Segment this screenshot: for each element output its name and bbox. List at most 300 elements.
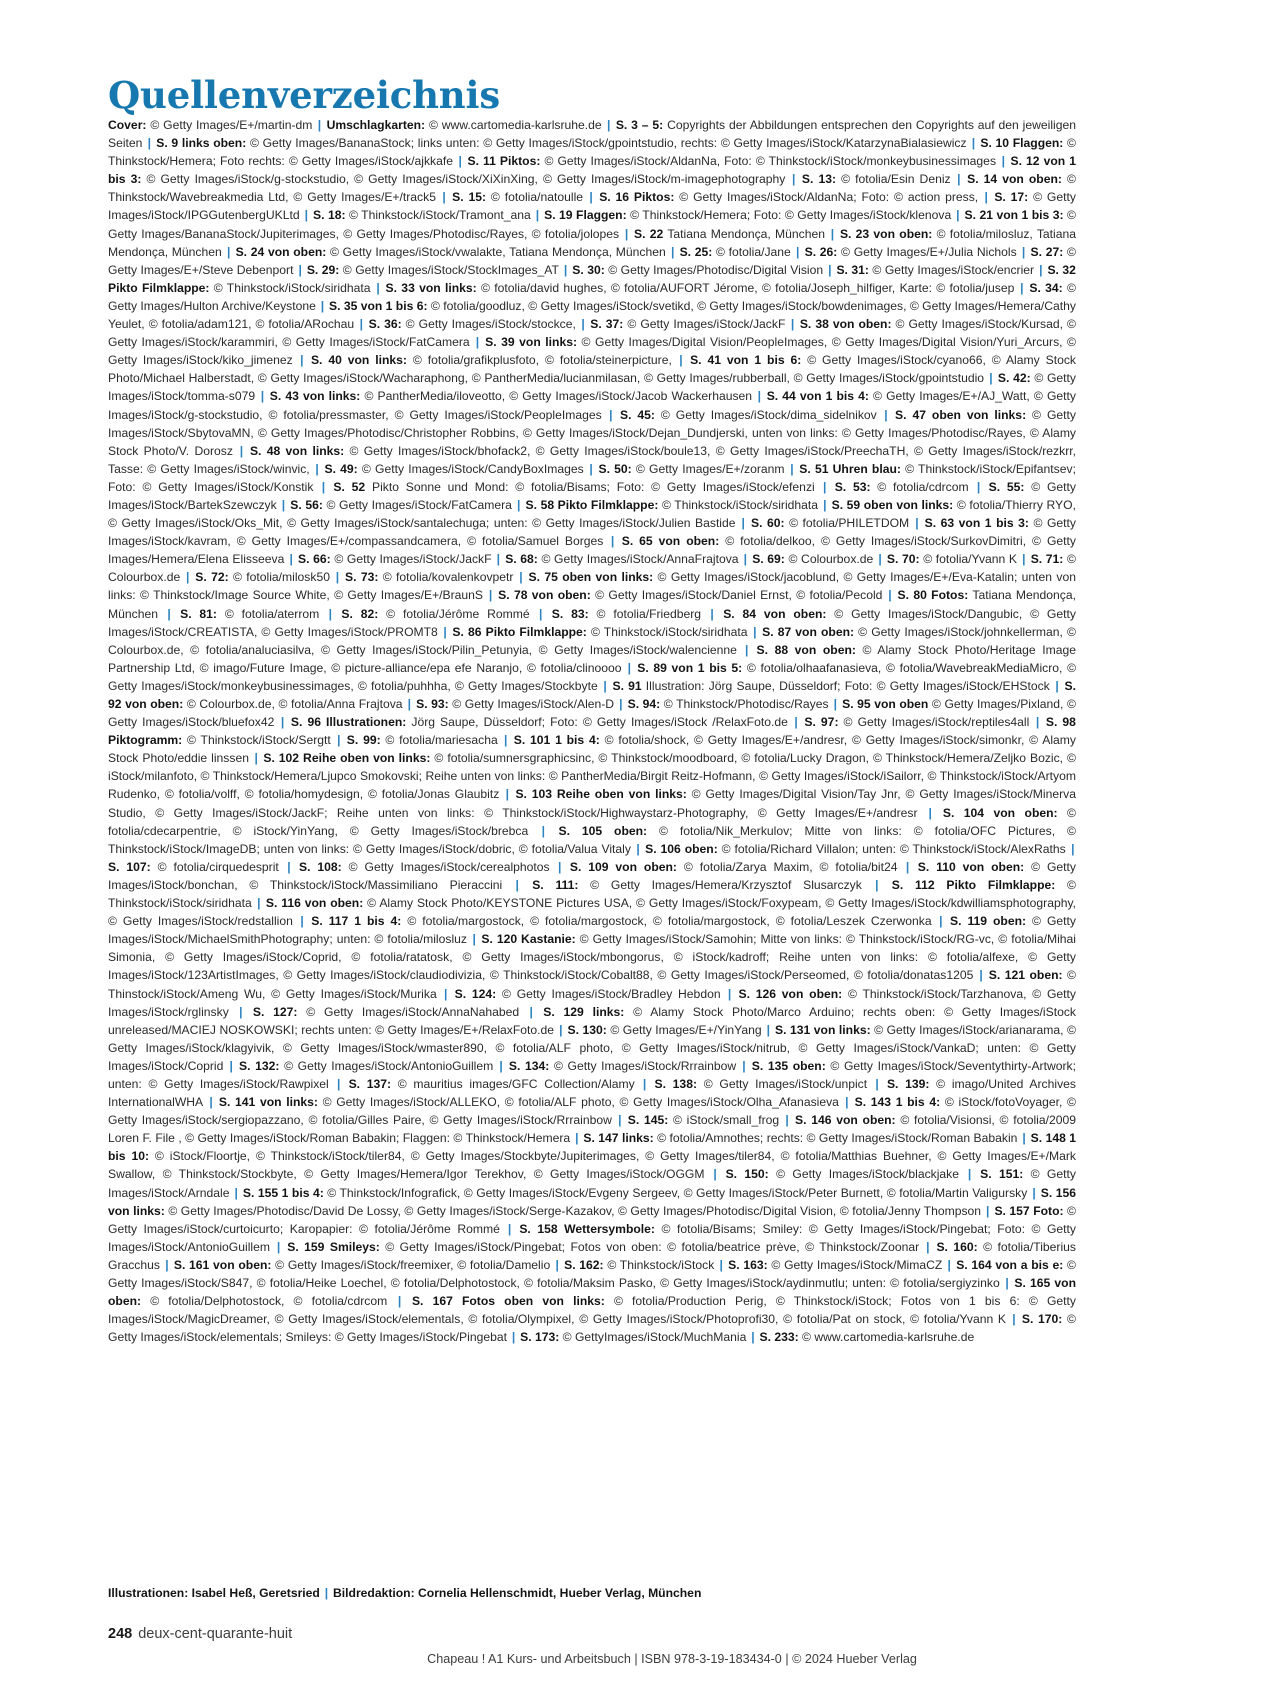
credit-text: © fotolia/Esin Deniz — [836, 172, 951, 187]
credit-text: © Thinkstock/Hemera; Foto rechts: © Getty Images/iStock/ajkkafe — [108, 136, 1076, 169]
credit-text: © www.cartomedia-karlsruhe.de — [798, 1330, 975, 1345]
credit-separator: | — [722, 986, 738, 1001]
credit-label: S. 70: — [886, 552, 920, 567]
credit-label: S. 9 links oben: — [156, 136, 247, 151]
credit-separator: | — [620, 226, 633, 241]
credit-separator: | — [599, 678, 611, 693]
credit-label: S. 101 1 bis 4: — [513, 733, 600, 748]
credit-separator: | — [529, 823, 557, 838]
credit-label: S. 72: — [195, 570, 229, 585]
credit-separator: | — [508, 1330, 519, 1345]
credit-text: © fotolia/goodluz, © Getty Images/iStock/svetikd, © Getty Images/iStock/bowdenimages, © Getty Images/Hemera/Cathy Yeulet, © fotolia/adam121, © fotolia/ARochau — [108, 298, 1076, 332]
credit-separator: | — [454, 154, 466, 169]
credit-label: S. 34: — [1029, 280, 1063, 295]
credit-text: © fotolia/olhaafanasieva, © fotolia/WavebreakMediaMicro, © Getty Images/iStock/monkeybusinessimages, © fotolia/puhhha, © Getty Images/Stockbyte — [108, 660, 1077, 693]
credit-label: S. 99: — [346, 733, 381, 748]
credit-separator: | — [749, 624, 761, 639]
credit-text: © Getty Images/iStock/curtoicurto; Karopapier: © fotolia/Jérôme Rommé — [108, 1203, 1076, 1236]
credit-text: © Getty Images/iStock/Daniel Ernst, © fotolia/Pecold — [590, 588, 883, 603]
credit-label: S. 167 Fotos oben von links: — [411, 1294, 605, 1309]
credit-separator: | — [294, 353, 310, 368]
credit-text: © Getty Images/BananaStock/Jupiterimages, © Getty Images/Photodisc/Rayes, © fotolia/jolopes — [108, 208, 1076, 241]
credit-text: © Thinkstock/Photodisc/Rayes — [660, 697, 829, 711]
credit-text: © iStock/Floortje, © Thinkstock/iStock/tiler84, © Getty Images/Stockbyte/Jupiterimages, © Getty Images/tiler84, © fotolia/Matthias Buehner, © Getty Images/E+/Mark Swallow, © Thinkstock/Stockbyte, © Getty Images/Hemera/Igor Terekhov, © Getty Images/iStock/OGGM — [108, 1149, 1076, 1182]
credit-text: © fotolia/kovalenkovpetr — [378, 570, 514, 585]
credit-separator: | — [571, 1131, 582, 1146]
credit-separator: | — [740, 552, 751, 567]
credit-separator: | — [615, 697, 627, 711]
credit-label: S. 32 Pikto Filmklappe: — [108, 262, 1076, 295]
bildredaktion-credit: Bildredaktion: Cornelia Hellenschmidt, Hueber Verlag, München — [333, 1586, 702, 1600]
credit-separator: | — [143, 136, 155, 151]
credit-separator: | — [355, 317, 368, 332]
credit-separator: | — [874, 552, 886, 567]
credit-separator: | — [985, 371, 997, 386]
credit-label: S. 124: — [454, 986, 497, 1001]
credit-label: S. 93: — [416, 697, 449, 711]
credit-label: S. 104 von oben: — [942, 805, 1058, 820]
credit-label: S. 131 von links: — [775, 1022, 871, 1037]
credit-text: © Getty Images/E+/martin-dm — [146, 118, 313, 132]
credit-text: © Getty Images/iStock/cerealphotos — [341, 859, 550, 874]
credit-separator: | — [317, 298, 328, 313]
credit-text: © fotolia/Amnothes; rechts: © Getty Images/iStock/Roman Babakin — [653, 1131, 1018, 1146]
credit-separator: | — [1018, 552, 1030, 567]
credit-label: S. 36: — [368, 317, 402, 332]
credit-text: © Thinkstock/iStock/siridhata — [209, 280, 371, 295]
credit-separator: | — [520, 1004, 542, 1019]
credit-label: S. 89 von 1 bis 5: — [637, 660, 743, 675]
credit-separator: | — [968, 136, 979, 151]
credit-label: S. 95 von oben — [842, 697, 929, 711]
credit-separator: | — [738, 642, 756, 657]
credit-text: © Getty Images/iStock/Arndale — [108, 1167, 1076, 1200]
credit-text: © Getty Images/iStock/CandyBoxImages — [357, 461, 584, 476]
credit-text: © Getty Images/iStock/jacoblund, © Getty Images/E+/Eva-Katalin; unten von links: © Thinkstock/Image Source White, © Getty Images/E+/BraunS — [108, 570, 1076, 603]
credit-label: S. 164 von a bis e: — [956, 1257, 1064, 1272]
credit-separator: | — [753, 389, 766, 404]
credit-text: © Getty Images/Hemera/Krzysztof Slusarczyk — [578, 877, 862, 892]
credit-label: S. 105 oben: — [558, 823, 648, 838]
credit-label: S. 68: — [505, 552, 538, 567]
credit-separator: | — [737, 1058, 751, 1073]
credit-text: © iStock/small_frog — [668, 1113, 780, 1128]
credit-separator: | — [830, 697, 841, 711]
credit-label: S. 92 von oben: — [108, 678, 1076, 711]
credit-text: © Alamy Stock Photo/KEYSTONE Pictures USA, © Getty Images/iStock/Foxypeam, © Getty Images/iStock/kdwilliamsphotography, © Getty Images/iStock/redstallion — [108, 896, 1076, 929]
credit-text: © fotolia/Production Perig, © Thinkstock/iStock; Fotos von 1 bis 6: © Getty Images/iStock/MagicDreamer, © Getty Images/iStock/elementals, © fotolia/Olympixel, © Getty Images/iStock/Photoprofi30, © fotolia/Pat on stock, © fotolia/Yvann K — [108, 1294, 1077, 1327]
credit-separator: | — [159, 606, 179, 621]
credit-separator: | — [920, 1239, 935, 1254]
credit-text: © Thinkstock/iStock/Sergtt — [182, 733, 331, 748]
credit-label: S. 33 von links: — [385, 280, 477, 295]
credit-label: S. 55: — [988, 479, 1025, 494]
credit-separator: | — [501, 1221, 518, 1236]
credit-label: S. 47 oben von links: — [895, 407, 1027, 422]
credit-text: © Getty Images/iStock/unpict — [697, 1076, 868, 1091]
credit-separator: | — [585, 461, 597, 476]
credit-label: S. 112 Pikto Filmklappe: — [891, 877, 1056, 892]
credit-text: © fotolia/Visionsi, © fotolia/2009 Loren F. File , © Getty Images/iStock/Roman Babakin; Flaggen: © Thinkstock/Hemera — [108, 1113, 1076, 1146]
credit-separator: | — [667, 244, 679, 259]
credit-separator: | — [181, 570, 194, 585]
credit-label: S. 91 — [612, 678, 642, 693]
credit-text: © Thinkstock/Infografick, © Getty Images/iStock/Evgeny Sergeev, © Getty Images/iStock/Peter Burnett, © fotolia/Martin Valigursky — [323, 1185, 1028, 1200]
credit-label: S. 141 von links: — [218, 1095, 318, 1110]
credit-separator: | — [388, 1294, 411, 1309]
credit-label: S. 165 von oben: — [108, 1276, 1076, 1309]
credit-label: S. 30: — [572, 262, 605, 277]
credit-text: © fotolia/Tiberius Gracchus — [108, 1239, 1076, 1272]
credit-label: S. 108: — [299, 859, 342, 874]
credit-label: S. 45: — [619, 407, 655, 422]
credit-label: S. 120 Kastanie: — [481, 932, 576, 947]
credit-separator: | — [256, 389, 269, 404]
credit-label: S. 71: — [1030, 552, 1064, 567]
credit-label: S. 96 Illustrationen: — [290, 715, 407, 730]
credit-label: S. 23 von oben: — [839, 226, 933, 241]
credit-text: © fotolia/Jane — [712, 244, 791, 259]
credit-label: S. 127: — [252, 1004, 298, 1019]
credit-separator: | — [253, 896, 265, 911]
credit-separator: | — [560, 262, 571, 277]
credit-text: © Getty Images/iStock/Seventythirty-Artwork; unten: © Getty Images/iStock/Rawpixel — [108, 1058, 1076, 1091]
credit-label: S. 102 Reihe oben von links: — [263, 751, 431, 766]
credit-text: © Colourbox.de — [784, 552, 874, 567]
credit-label: S. 143 1 bis 4: — [854, 1095, 941, 1110]
credit-text: © Getty Images/iStock/freemixer, © fotolia/Damelio — [271, 1257, 551, 1272]
credit-separator: | — [584, 190, 598, 205]
credit-text: © Getty Images/iStock/tomma-s079 — [108, 371, 1076, 404]
credit-text: © fotolia/milosk50 — [228, 570, 330, 585]
credit-separator: | — [301, 208, 312, 223]
credit-text: © Getty Images/iStock/dima_sidelnikov — [654, 407, 877, 422]
credit-label: S. 82: — [341, 606, 379, 621]
credit-text: © fotolia/Nik_Merkulov; Mitte von links: © fotolia/OFC Pictures, © Thinkstock/iStock/ImageDB; unten von links: © Getty Images/iStock/dobric, © fotolia/Valua Vitaly — [108, 823, 1076, 856]
credit-text: © fotolia/cdecarpentrie, © iStock/YinYang, © Getty Images/iStock/brebca — [108, 805, 1076, 838]
credit-label: S. 83: — [551, 606, 589, 621]
credit-label: S. 51 Uhren blau: — [799, 461, 901, 476]
credit-label: S. 135 oben: — [751, 1058, 826, 1073]
credit-separator: | — [223, 244, 235, 259]
credit-text: © Getty Images/iStock/bhofack2, © Getty Images/iStock/boule13, © Getty Images/iStock/PreechaTH, © Getty Images/iStock/rezkrr, Tasse: © Getty Images/iStock/winvic, — [108, 443, 1076, 476]
credit-text: Illustration: Jörg Saupe, Düsseldorf; Foto: © Getty Images/iStock/EHStock — [641, 678, 1050, 693]
credit-label: S. 158 Wettersymbole: — [519, 1221, 655, 1236]
credit-label: S. 75 oben von links: — [528, 570, 654, 585]
credit-label: S. 60: — [750, 516, 785, 531]
credit-label: S. 160: — [936, 1239, 978, 1254]
credit-label: S. 56: — [290, 497, 323, 512]
credit-separator: | — [500, 787, 514, 802]
credit-text: Tatiana Mendonça, München — [108, 588, 1076, 621]
credit-separator: | — [604, 534, 621, 549]
credit-separator: | — [514, 570, 528, 585]
credit-label: S. 39 von links: — [485, 335, 577, 350]
credit-text: © fotolia/margostock, © fotolia/margostock, © fotolia/margostock, © fotolia/Leszek Czerwonka — [401, 914, 932, 929]
credit-separator: | — [763, 1022, 774, 1037]
credit-label: S. 31: — [836, 262, 869, 277]
credit-label: S. 170: — [1021, 1312, 1063, 1327]
credit-text: © Getty Images/iStock/g-stockstudio, © Getty Images/iStock/XiXinXing, © Getty Images/iStock/m-imagephotography — [141, 172, 786, 187]
credit-text: © fotolia/Friedberg — [588, 606, 702, 621]
credit-label: S. 233: — [759, 1330, 799, 1345]
credit-text: © imago/United Archives InternationalWHA — [108, 1076, 1076, 1110]
credit-separator: | — [503, 877, 531, 892]
credit-label: S. 38 von oben: — [799, 317, 892, 332]
credit-label: S. 52 — [333, 479, 366, 494]
credit-label: S. 17: — [994, 190, 1029, 205]
credit-text: © Getty Images/iStock/kavram, © Getty Images/E+/compassandcamera, © fotolia/Samuel Borges — [108, 516, 1076, 549]
credit-separator: | — [826, 226, 839, 241]
credit-text: © www.cartomedia-karlsruhe.de — [425, 118, 602, 132]
credit-separator: | — [230, 1004, 252, 1019]
credit-label: Umschlagkarten: — [326, 118, 426, 132]
credit-text: © fotolia/delkoo, © Getty Images/iStock/SurkovDimitri, © Getty Images/Hemera/Elena Elisseeva — [108, 534, 1076, 567]
credit-separator: | — [280, 859, 298, 874]
credit-separator: | — [1051, 678, 1063, 693]
credit-text: © fotolia/Richard Villalon; unten: © Thinkstock/iStock/AlexRaths — [717, 841, 1066, 856]
credit-label: S. 49: — [324, 461, 358, 476]
credit-label: S. 15: — [452, 190, 487, 205]
credit-separator: | — [786, 317, 799, 332]
credit-label: S. 65 von oben: — [621, 534, 720, 549]
credit-label: S. 37: — [590, 317, 624, 332]
credit-text: © Getty Images/Digital Vision/Tay Jnr, © Getty Images/iStock/Minerva Studio, © Getty Images/iStock/JackF; Reihe unten von links: © Thinkstock/iStock/Highwaystarz-Photography, © Getty Images/E+/andresr — [108, 787, 1076, 820]
page-number: 248 — [108, 1626, 133, 1642]
credit-separator: | — [673, 353, 689, 368]
credit-label: S. 159 Smileys: — [287, 1239, 380, 1254]
credit-label: S. 157 Foto: — [994, 1203, 1064, 1218]
credit-separator: | — [780, 1113, 794, 1128]
credit-separator: | — [792, 244, 804, 259]
credit-text: © Colourbox.de — [108, 552, 1076, 585]
credit-separator: | — [404, 697, 415, 711]
credit-label: S. 14 von oben: — [967, 172, 1062, 187]
credit-label: S. 21 von 1 bis 3: — [964, 208, 1064, 223]
credit-separator: | — [974, 968, 988, 983]
credit-separator: | — [204, 1095, 218, 1110]
credit-text: Jörg Saupe, Düsseldorf; Foto: © Getty Images/iStock /RelaxFoto.de — [406, 715, 788, 730]
credit-separator: | — [577, 317, 589, 332]
credit-label: S. 63 von 1 bis 3: — [924, 516, 1029, 531]
credit-text: © Alamy Stock Photo/Marco Arduino; rechts oben: © Getty Images/iStock unreleased/MACIEJ NOSKOWSKI; rechts unten: © Getty Images/E+/RelaxFoto.de — [108, 1004, 1076, 1037]
credit-text: © Getty Images/iStock/bonchan, © Thinkstock/iStock/Massimiliano Pieraccini — [108, 859, 1076, 892]
credit-text: © fotolia/Jérôme Rommé — [378, 606, 530, 621]
credit-separator: | — [863, 877, 891, 892]
credit-text: © fotolia/natoulle — [486, 190, 584, 205]
page-number-block — [108, 1624, 292, 1644]
credit-label: S. 29: — [306, 262, 340, 277]
credit-label: S. 148 1 bis 10: — [108, 1131, 1076, 1164]
page-title: Quellenverzeichnis — [108, 72, 500, 117]
page-number-words: deux-cent-quarante-huit — [138, 1626, 293, 1642]
credit-text: © fotolia/sumnersgraphicsinc, © Thinkstock/moodboard, © fotolia/Lucky Dragon, © Thinkstock/Hemera/Zeljko Bozic, © iStock/milanfoto, © Thinkstock/Hemera/Ljupco Smokovski; Reihe unten von links: © PantherMedia/Birgit Reitz-Hofmann, © Getty Images/iStock/iSailorr, © Thinkstock/iStock/Artyom Rudenko, © fotolia/volff, © fotolia/homydesign, © fotolia/Jonas Glaubitz — [108, 751, 1076, 802]
credit-separator: | — [1030, 715, 1045, 730]
credit-label: S. 26: — [804, 244, 838, 259]
credit-text: © fotolia/cirquedesprit — [150, 859, 279, 874]
credit-label: S. 134: — [508, 1058, 550, 1073]
credit-label: S. 139: — [886, 1076, 930, 1091]
credit-label: S. 150: — [725, 1167, 769, 1182]
credit-text: © Getty Images/Photodisc/Digital Vision — [604, 262, 824, 277]
credit-text: © fotolia/cdrcom — [870, 479, 969, 494]
credit-separator: | — [531, 606, 551, 621]
credit-label: S. 110 von oben: — [917, 859, 1025, 874]
credit-separator: | — [786, 172, 801, 187]
credit-label: S. 25: — [679, 244, 713, 259]
credit-text: © iStock/fotoVoyager, © Getty Images/iStock/sergiopazzano, © fotolia/Gilles Paire, © Getty Images/iStock/Rrrainbow — [108, 1095, 1076, 1128]
credit-label: S. 103 Reihe oben von links: — [515, 787, 687, 802]
credit-text: © Thinkstock/iStock/siridhata — [658, 497, 819, 512]
credit-text: © Thinkstock/iStock/Tramont_ana — [345, 208, 531, 223]
credit-separator: | — [952, 208, 964, 223]
credit-separator: | — [786, 461, 798, 476]
credit-separator: | — [705, 1167, 725, 1182]
credit-separator: | — [250, 751, 262, 766]
credit-separator: | — [919, 805, 942, 820]
credit-separator: | — [551, 1257, 563, 1272]
credit-separator: | — [878, 407, 894, 422]
credit-text: Copyrights der Abbildungen entsprechen den Copyrights auf den jeweiligen Seiten — [108, 118, 1076, 151]
credit-text: © Thinkstock/Wavebreakmedia Ltd, © Getty Images/E+/track5 — [108, 172, 1076, 205]
credit-separator: | — [868, 1076, 886, 1091]
credit-label: S. 78 von oben: — [498, 588, 591, 603]
credit-separator: | — [603, 407, 619, 422]
credit-label: S. 10 Flaggen: — [980, 136, 1064, 151]
credit-separator: | — [623, 660, 636, 675]
credit-separator: | — [294, 262, 306, 277]
credit-text: © Getty Images/Hulton Archive/Keystone — [108, 280, 1076, 313]
credit-label: S. 116 von oben: — [265, 896, 364, 911]
credit-text: © Getty Images/E+/Julia Nichols — [837, 244, 1017, 259]
credit-text: © Getty Images/iStock/S847, © fotolia/Heike Loechel, © fotolia/Delphotostock, © fotolia/Maksim Pasko, © Getty Images/iStock/aydinmutlu; unten: © fotolia/sergiyzinko — [108, 1257, 1076, 1290]
credit-separator: | — [943, 1257, 955, 1272]
credit-separator: | — [1001, 1276, 1013, 1290]
credit-separator: | — [234, 443, 249, 458]
credit-separator: | — [1028, 1185, 1040, 1200]
credit-separator: | — [960, 1167, 979, 1182]
illustrations-credit-line — [108, 1584, 1076, 1602]
credit-separator: | — [1018, 244, 1030, 259]
credit-text: © Getty Images/iStock/JackF — [623, 317, 786, 332]
credit-label: S. 50: — [598, 461, 632, 476]
credit-separator: | — [438, 986, 454, 1001]
credit-separator: | — [898, 859, 917, 874]
credit-text: © Getty Images/iStock/AnnaFrajtova — [537, 552, 739, 567]
colophon: Chapeau ! A1 Kurs- und Arbeitsbuch | ISBN 978-3-19-183434-0 | © 2024 Hueber Verlag — [427, 1652, 917, 1666]
credit-label: S. 12 von 1 bis 3: — [108, 154, 1076, 187]
credit-separator: | — [513, 497, 525, 512]
credit-text: © Getty Images/iStock/stockce, — [401, 317, 576, 332]
credit-separator: | — [468, 932, 480, 947]
credit-separator: | — [493, 552, 504, 567]
credit-separator: | — [471, 335, 484, 350]
credit-separator: | — [330, 1076, 348, 1091]
credit-label: S. 48 von links: — [249, 443, 345, 458]
credit-separator: | — [910, 516, 924, 531]
credit-separator: | — [737, 516, 750, 531]
credit-text: © Getty Images/iStock/Samohin; Mitte von links: © Thinkstock/iStock/RG-vc, © fotolia/Mihai Simonia, © Getty Images/iStock/Coprid, © fotolia/ratatosk, © Getty Images/iStock/mbongorus, © iStock/kadroff; Reihe unten von links: © fotolia/alfexe, © Getty Images/iStock/123ArtistImages, © Getty Images/iStock/claudiodivizia, © Thinkstock/iStock/Cobalt88, © Getty Images/iStock/Perseomed, © fotolia/donatas1205 — [108, 932, 1076, 983]
credit-text: © fotolia/Thierry RYO, © Getty Images/iStock/Oks_Mit, © Getty Images/iStock/santalechuga; unten: © Getty Images/iStock/Julien Bastide — [108, 497, 1076, 531]
credit-separator: | — [294, 914, 310, 929]
illustrationen-credit: Illustrationen: Isabel Heß, Geretsried — [108, 1586, 320, 1600]
credit-separator: | — [313, 118, 326, 132]
credit-label: S. 24 von oben: — [235, 244, 327, 259]
credit-label: S. 107: — [108, 859, 151, 874]
credit-label: S. 151: — [980, 1167, 1024, 1182]
credit-separator: | — [816, 479, 834, 494]
credit-separator: | — [321, 1586, 332, 1600]
credit-label: S. 43 von links: — [269, 389, 361, 404]
credit-text: © fotolia/Bisams; Smiley: © Getty Images/iStock/Pingebat; Foto: © Getty Images/iStock/AntonioGuillem — [108, 1221, 1076, 1254]
credit-label: S. 80 Fotos: — [897, 588, 969, 603]
credit-label: S. 44 von 1 bis 4: — [766, 389, 869, 404]
credit-text: © Getty Images/iStock/MimaCZ — [767, 1257, 943, 1272]
credit-text: © fotolia/shock, © Getty Images/E+/andresr, © Getty Images/iStock/simonkr, © Alamy Stock Photo/eddie linssen — [108, 733, 1076, 766]
credit-text: © Getty Images/iStock/MichaelSmithPhotography; unten: © fotolia/milosluz — [108, 914, 1076, 947]
credit-text: © Getty Images/iStock/Pingebat; Fotos von oben: © fotolia/beatrice prève, © Thinkstock/Zoonar — [379, 1239, 920, 1254]
credit-text: © Thinkstock/iStock/siridhata — [108, 877, 1076, 911]
credit-text: Pikto Sonne und Mond: © fotolia/Bisams; Foto: © Getty Images/iStock/efenzi — [365, 479, 815, 494]
credit-text: © Colourbox.de, © fotolia/Anna Frajtova — [183, 697, 403, 711]
credit-separator: | — [970, 479, 988, 494]
credit-label: S. 16 Piktos: — [599, 190, 675, 205]
credit-text: © Getty Images/BananaStock; links unten: © Getty Images/iStock/gpointstudio, rechts: © Getty Images/iStock/KatarzynaBialasiewicz — [246, 136, 967, 151]
credit-label: S. 3 – 5: — [615, 118, 664, 132]
credit-separator: | — [311, 461, 323, 476]
credit-text: © Thinstock/iStock/Ameng Wu, © Getty Images/iStock/Murika — [108, 968, 1076, 1001]
credit-text: © fotolia/david hughes, © fotolia/AUFORT Jérome, © fotolia/Joseph_hilfiger, Karte: © fotolia/jusep — [476, 280, 1015, 295]
credit-text: © Getty Images/E+/YinYang — [606, 1022, 762, 1037]
credit-label: S. 117 1 bis 4: — [311, 914, 402, 929]
credit-label: S. 22 — [634, 226, 664, 241]
credit-label: S. 147 links: — [583, 1131, 654, 1146]
credit-separator: | — [230, 1185, 242, 1200]
credit-text: © Getty Images/iStock/AntonioGuillem — [279, 1058, 494, 1073]
credit-text: © fotolia/Delphotostock, © fotolia/cdrcom — [141, 1294, 388, 1309]
credit-label: S. 18: — [313, 208, 346, 223]
credit-text: © Thinkstock/Hemera; Foto: © Getty Images/iStock/klenova — [626, 208, 952, 223]
credit-text: © Getty Images/Pixland, © Getty Images/iStock/bluefox42 — [108, 697, 1076, 730]
credit-separator: | — [271, 1239, 286, 1254]
credit-text: © Getty Images/iStock/ALLEKO, © fotolia/ALF photo, © Getty Images/iStock/Olha_Afanasieva — [317, 1095, 839, 1110]
credit-text: © Thinkstock/iStock/Epifantsev; Foto: © Getty Images/iStock/Konstik — [108, 461, 1076, 494]
credit-separator: | — [824, 262, 835, 277]
credit-label: S. 126 von oben: — [738, 986, 843, 1001]
credit-separator: | — [1007, 1312, 1021, 1327]
credit-text: © Getty Images/iStock/Alen-D — [448, 697, 615, 711]
credit-text: © Thinkstock/iStock/Tarzhanova, © Getty Images/iStock/rglinsky — [108, 986, 1076, 1019]
credit-label: S. 19 Flaggen: — [544, 208, 627, 223]
credit-separator: | — [224, 1058, 238, 1073]
credit-label: Cover: — [108, 118, 147, 132]
credit-text: © Getty Images/Digital Vision/PeopleImages, © Getty Images/Digital Vision/Yuri_Arcurs, © Getty Images/iStock/kiko_jimenez — [108, 335, 1076, 368]
credit-label: S. 146 von oben: — [795, 1113, 896, 1128]
credit-separator: | — [632, 841, 644, 856]
credit-separator: | — [997, 154, 1010, 169]
credit-separator: | — [819, 497, 831, 512]
credit-separator: | — [331, 570, 344, 585]
credit-separator: | — [484, 588, 497, 603]
credit-separator: | — [532, 208, 543, 223]
credit-text: © Thinkstock/iStock — [603, 1257, 715, 1272]
credit-label: S. 155 1 bis 4: — [242, 1185, 324, 1200]
credit-separator: | — [320, 606, 340, 621]
credit-text: © Getty Images/iStock/Rrrainbow — [549, 1058, 737, 1073]
credit-text: © fotolia/PHILETDOM — [784, 516, 910, 531]
credit-label: S. 138: — [654, 1076, 697, 1091]
credit-text: © Getty Images/E+/Steve Debenport — [108, 244, 1076, 277]
